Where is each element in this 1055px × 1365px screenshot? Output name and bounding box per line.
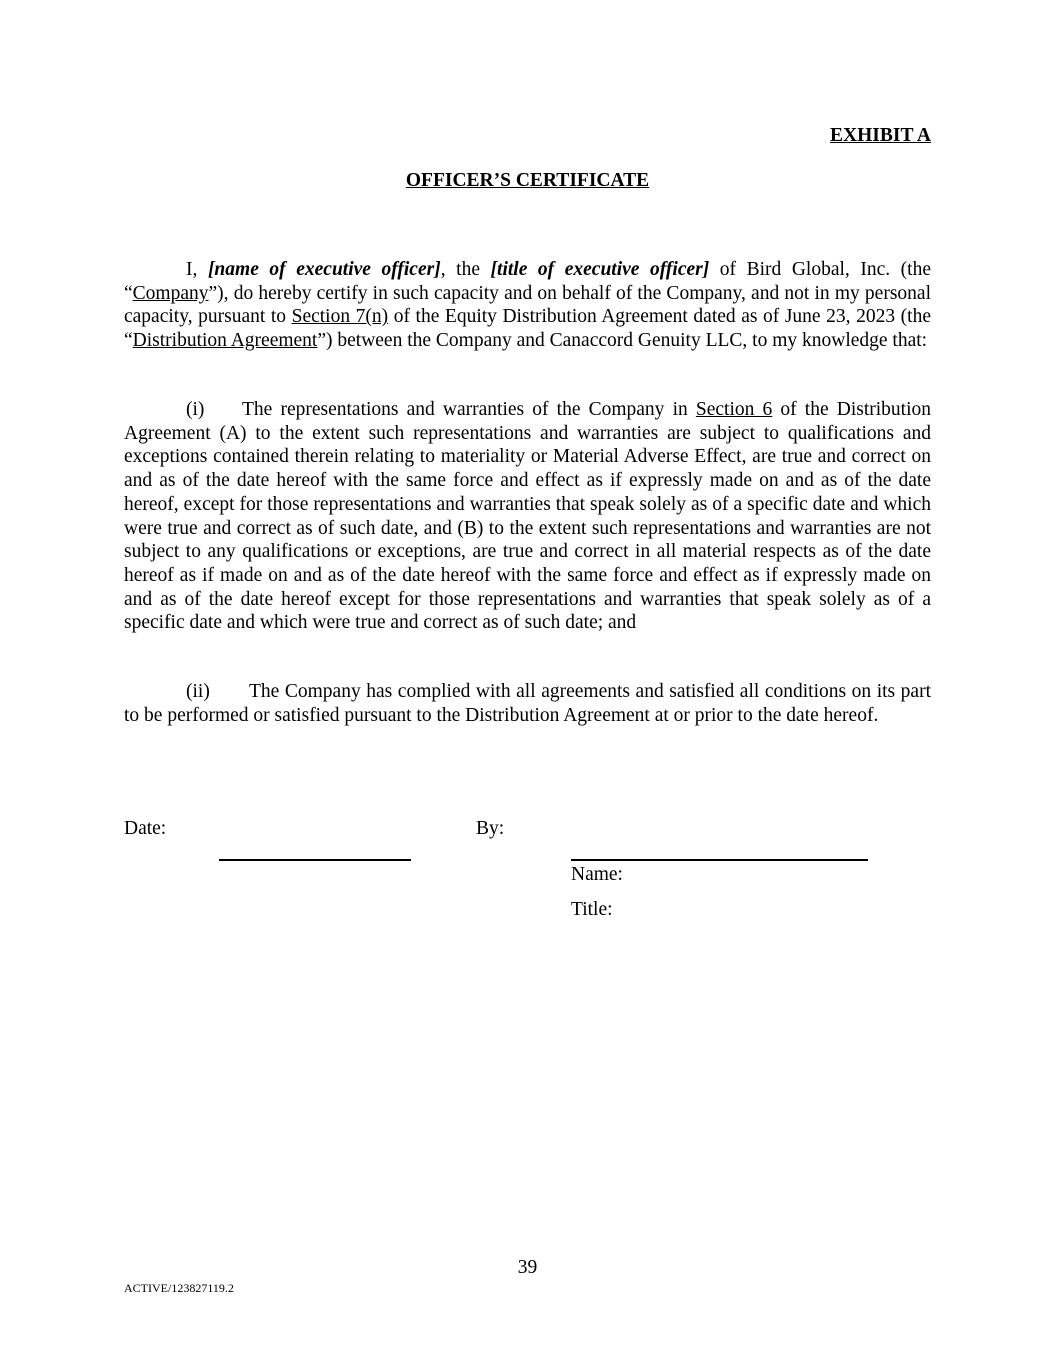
clause-i-enumerator: (i): [186, 399, 205, 420]
clause-i-text-1: The representations and warranties of the Company in: [242, 399, 696, 420]
clause-i-text-2: of the Distribution Agreement (A) to the extent such representations and warranties are subject to qualifications and exceptions contained therein relating to materiality or Material Adverse Effect, are true and correct on and as of the date hereof with the same force and effect as if expressly made on and as of the date hereof, except for those representations and warranties that speak solely as of a specific date and which were true and correct as of such date, and (B) to the extent such representations and warranties are not subject to any qualifications or exceptions, are true and correct in all material respects as of the date hereof as if made on and as of the date hereof with the same force and effect as if expressly made on and as of the date hereof except for those representations and warranties that speak solely as of a specific date and which were true and correct as of such date; and: [124, 399, 931, 634]
clause-ii-enumerator: (ii): [186, 681, 210, 702]
intro-text-4: ”), do hereby certify in such capacity and on behalf of the Company, and not in my personal capacity, pursuant to: [124, 282, 931, 328]
by-signature-line[interactable]: [571, 859, 868, 861]
intro-text-1: I,: [186, 259, 208, 280]
clause-ii-paragraph: [124, 680, 931, 727]
intro-paragraph: [124, 258, 931, 353]
name-label: Name:: [571, 864, 623, 885]
certificate-title: OFFICER’S CERTIFICATE: [405, 170, 650, 191]
officer-name-placeholder: [name of executive officer]: [207, 259, 441, 280]
exhibit-heading: EXHIBIT A: [830, 125, 931, 146]
intro-text-2: , the: [440, 259, 491, 280]
date-signature-line[interactable]: [219, 859, 411, 861]
officer-title-placeholder: [title of executive officer]: [490, 259, 710, 280]
by-label: By:: [476, 818, 505, 839]
clause-ii-text: The Company has complied with all agreements and satisfied all conditions on its part to be performed or satisfied pursuant to the Distribution Agreement at or prior to the date hereof.: [124, 681, 931, 726]
date-label: Date:: [124, 818, 167, 839]
intro-text-5: of the Equity Distribution Agreement dated as of June 23, 2023 (the “: [124, 306, 931, 352]
clause-i-paragraph: [124, 398, 931, 635]
title-label: Title:: [571, 899, 613, 920]
section-6-reference: Section 6: [695, 399, 773, 420]
distribution-agreement-term: Distribution Agreement: [132, 330, 318, 352]
section-7n-reference: Section 7(n): [291, 306, 389, 328]
document-id: ACTIVE/123827119.2: [124, 1281, 234, 1295]
page-number: 39: [517, 1257, 538, 1278]
company-defined-term: Company: [132, 282, 209, 304]
intro-text-3: of Bird Global, Inc. (the “: [124, 259, 932, 304]
intro-text-6: ”) between the Company and Canaccord Genuity LLC, to my knowledge that:: [317, 330, 928, 352]
